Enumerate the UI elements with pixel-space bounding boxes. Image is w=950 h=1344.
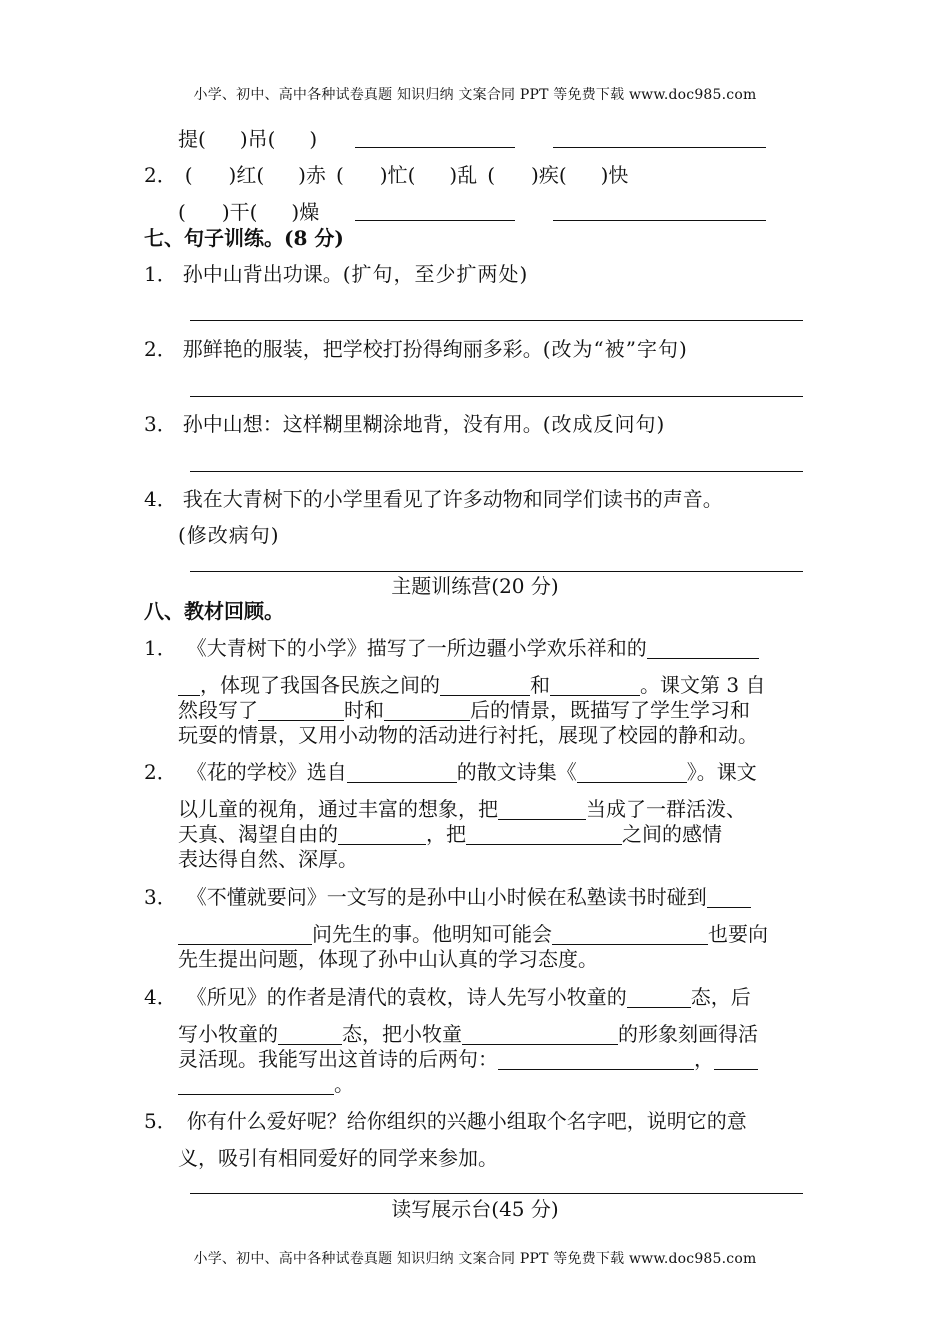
- section-8-title: 八、教材回顾。: [144, 599, 284, 623]
- s8-q2-line1: 2． 《花的学校》选自 的散文诗集《 》。课文: [144, 760, 757, 784]
- s8-q4-line3: 灵活现。我能写出这首诗的后两句： ，: [178, 1046, 758, 1072]
- s6-row1-answer-line-1[interactable]: [355, 147, 515, 148]
- s6-row3-answer-line-2[interactable]: [553, 220, 766, 221]
- s8-q2-line2: 以儿童的视角，通过丰富的想象，把 当成了一群活泼、: [178, 797, 746, 821]
- s8-q2-line4: 表达得自然、深厚。: [178, 847, 358, 871]
- s6-row3-answer-line-1[interactable]: [355, 220, 515, 221]
- s8-q1-blank-1b[interactable]: [178, 675, 200, 696]
- s8-q4-blank-5b[interactable]: [178, 1074, 334, 1095]
- s8-q4-line1: 4． 《所见》的作者是清代的袁枚，诗人先写小牧童的 态，后: [144, 985, 751, 1009]
- s7-q1-answer-line[interactable]: [190, 320, 803, 321]
- s8-q1-blank-4[interactable]: [258, 700, 344, 721]
- s7-q3-answer-line[interactable]: [190, 471, 803, 472]
- s8-q3-blank-2[interactable]: [552, 924, 708, 945]
- s6-row2: 2． ( )红( )赤 ( )忙( )乱 ( )疾( )快: [144, 163, 629, 187]
- s8-q4-blank-2[interactable]: [278, 1024, 342, 1045]
- page-footer: 小学、初中、高中各种试卷真题 知识归纳 文案合同 PPT 等免费下载 www.doc985.com: [193, 1251, 757, 1267]
- s7-q4-answer-line[interactable]: [190, 571, 803, 572]
- s6-row3: ( )干( )燥: [178, 200, 320, 224]
- s7-q1: 1． 孙中山背出功课。(扩句，至少扩两处): [144, 262, 529, 286]
- s8-q1-line2: ，体现了我国各民族之间的 和 。课文第 3 自: [178, 672, 765, 698]
- s8-q2-line3: 天真、渴望自由的 ，把 之间的感情: [178, 822, 722, 846]
- s8-q5-answer-line[interactable]: [190, 1193, 803, 1194]
- s8-q1-blank-1[interactable]: [647, 638, 759, 659]
- s7-q4-note: (修改病句): [178, 523, 280, 547]
- s8-q2-blank-5[interactable]: [466, 824, 622, 845]
- s8-q3-blank-1b[interactable]: [178, 924, 312, 945]
- s6-row1: 提( )吊( ): [178, 127, 318, 151]
- s8-q2-blank-4[interactable]: [338, 824, 426, 845]
- s7-q3: 3． 孙中山想：这样糊里糊涂地背，没有用。(改成反问句): [144, 412, 666, 436]
- s8-q3-line3: 先生提出问题，体现了孙中山认真的学习态度。: [178, 947, 598, 971]
- s8-q4-blank-4[interactable]: [498, 1049, 694, 1070]
- s8-q2-blank-3[interactable]: [498, 799, 586, 820]
- s8-q1-blank-5[interactable]: [384, 700, 470, 721]
- s8-q2-blank-1[interactable]: [347, 762, 457, 783]
- s8-q2-blank-2[interactable]: [577, 762, 687, 783]
- s8-q5-line2: 义，吸引有相同爱好的同学来参加。: [178, 1146, 498, 1170]
- s8-q4-blank-5[interactable]: [714, 1049, 758, 1070]
- s8-q3-blank-1[interactable]: [707, 887, 751, 908]
- s8-q5-line1: 5． 你有什么爱好呢？给你组织的兴趣小组取个名字吧，说明它的意: [144, 1109, 747, 1133]
- s8-q1-blank-3[interactable]: [550, 675, 640, 696]
- section-7-title: 七、句子训练。(8 分): [144, 226, 344, 250]
- page-header: 小学、初中、高中各种试卷真题 知识归纳 文案合同 PPT 等免费下载 www.doc985.com: [193, 87, 757, 103]
- s8-q3-line1: 3． 《不懂就要问》一文写的是孙中山小时候在私塾读书时碰到: [144, 884, 751, 910]
- s8-q4-blank-1[interactable]: [627, 987, 691, 1008]
- writing-heading: 读写展示台(45 分): [391, 1197, 559, 1221]
- s8-q1-line1: 1． 《大青树下的小学》描写了一所边疆小学欢乐祥和的: [144, 635, 759, 661]
- s8-q4-blank-3[interactable]: [462, 1024, 618, 1045]
- s8-q1-blank-2[interactable]: [440, 675, 530, 696]
- s7-q2: 2． 那鲜艳的服装，把学校打扮得绚丽多彩。(改为“被”字句): [144, 337, 688, 361]
- s8-q4-line2: 写小牧童的 态，把小牧童 的形象刻画得活: [178, 1022, 758, 1046]
- s8-q1-line4: 玩耍的情景，又用小动物的活动进行衬托，展现了校园的静和动。: [178, 723, 758, 747]
- s7-q2-answer-line[interactable]: [190, 396, 803, 397]
- s8-q1-line3: 然段写了 时和 后的情景，既描写了学生学习和: [178, 698, 750, 722]
- s6-row1-answer-line-2[interactable]: [553, 147, 766, 148]
- s8-q4-line4: 。: [178, 1071, 354, 1097]
- s7-q4: 4． 我在大青树下的小学里看见了许多动物和同学们读书的声音。: [144, 487, 723, 511]
- s8-q3-line2: 问先生的事。他明知可能会 也要向: [178, 921, 768, 947]
- theme-heading: 主题训练营(20 分): [391, 574, 559, 598]
